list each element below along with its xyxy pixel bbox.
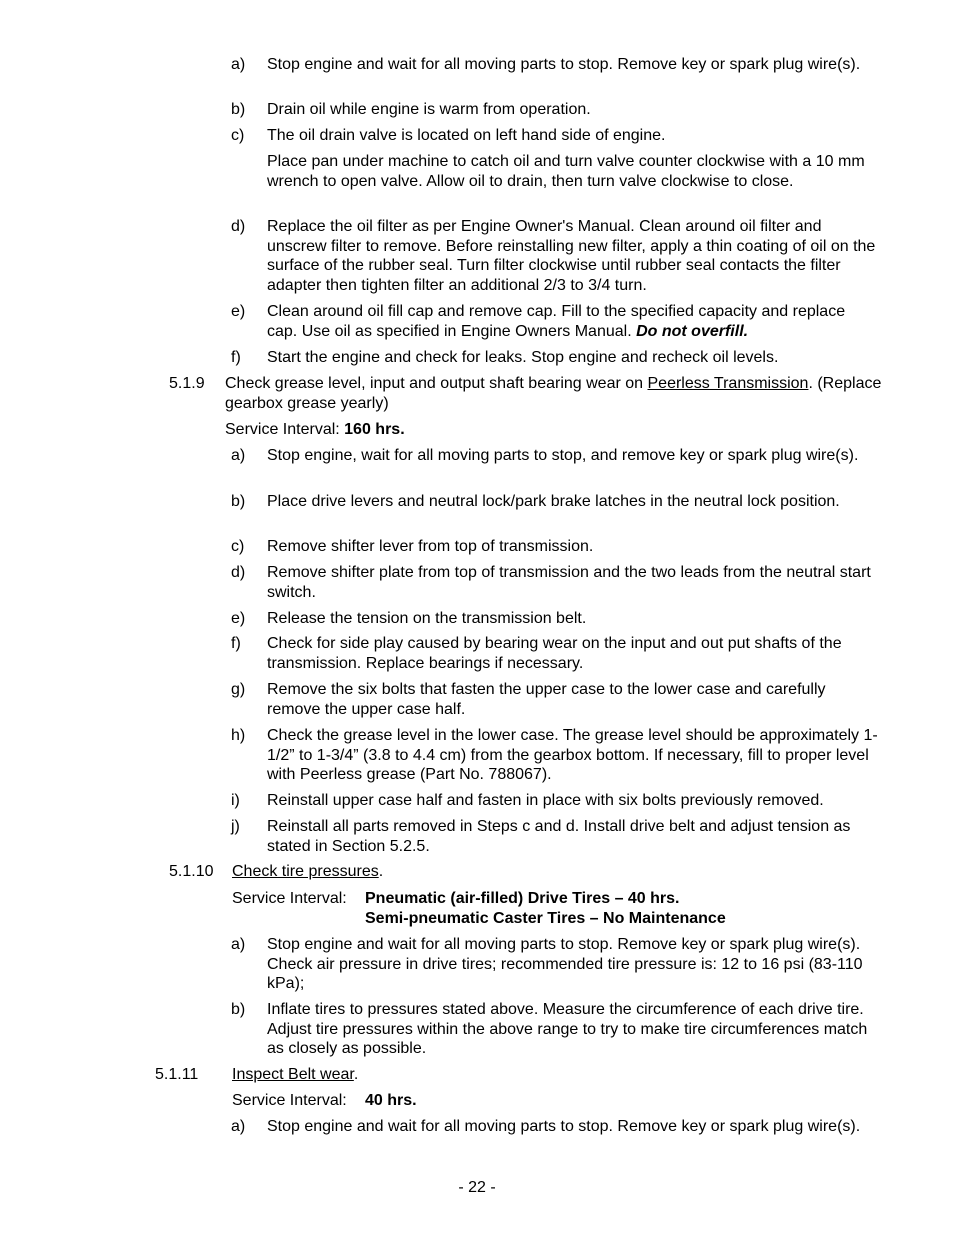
list-item-label: f)	[231, 635, 241, 652]
service-interval-label: Service Interval:	[232, 890, 347, 907]
list-item-label: b)	[231, 1001, 246, 1018]
list-item-text: Remove shifter lever from top of transmission.	[267, 538, 594, 555]
list-item	[231, 1117, 879, 1137]
list-item-label: c)	[231, 127, 245, 144]
list-item	[231, 126, 879, 146]
section-heading	[232, 862, 889, 882]
list-item-text: Stop engine and wait for all moving parts to stop. Remove key or spark plug wire(s). Check air pressure in drive tires; recommended tire pressure is: 12 to 16 psi (83-110 kPa);	[267, 936, 863, 993]
list-item	[231, 348, 879, 368]
check-tire-pressures-link: Check tire pressures	[232, 863, 379, 880]
list-item-text: Check for side play caused by bearing wear on the input and out put shafts of the transmission. Replace bearings if necessary.	[267, 635, 842, 672]
list-item-label: a)	[231, 56, 246, 73]
list-item	[231, 100, 879, 120]
list-item-label: b)	[231, 101, 246, 118]
list-item-text: Drain oil while engine is warm from operation.	[267, 101, 591, 118]
list-item-text: Start the engine and check for leaks. Stop engine and recheck oil levels.	[267, 349, 779, 366]
service-interval-label: Service Interval:	[225, 421, 345, 438]
page-number: - 22 -	[458, 1179, 496, 1196]
list-item	[231, 726, 879, 785]
service-interval	[225, 420, 405, 440]
list-item	[231, 492, 879, 512]
section-number: 5.1.11	[155, 1066, 199, 1083]
list-item-text: Remove the six bolts that fasten the upper case to the lower case and carefully remove the upper case half.	[267, 681, 826, 718]
list-item-text: Stop engine and wait for all moving parts to stop. Remove key or spark plug wire(s).	[267, 56, 861, 73]
section-heading	[232, 1065, 875, 1085]
section-heading-suffix: .	[378, 863, 384, 880]
list-item-label: f)	[231, 349, 241, 366]
list-item	[231, 537, 879, 557]
list-item-label: j)	[231, 818, 240, 835]
list-item-label: c)	[231, 538, 245, 555]
list-item-text	[267, 302, 879, 341]
list-item	[231, 609, 879, 629]
section-heading-text: Check grease level, input and output shaft bearing wear on	[225, 375, 648, 392]
list-item	[231, 935, 879, 994]
list-item	[231, 446, 879, 466]
service-interval-value: 40 hrs.	[365, 1092, 417, 1109]
list-item-text: Reinstall upper case half and fasten in place with six bolts previously removed.	[267, 792, 824, 809]
list-item-label: a)	[231, 1118, 246, 1135]
section-5-1-11	[155, 1065, 875, 1085]
peerless-transmission-link: Peerless Transmission	[647, 375, 809, 392]
list-item-label: a)	[231, 936, 246, 953]
list-item-label: d)	[231, 564, 246, 581]
list-item-label: h)	[231, 727, 246, 744]
list-item-label: g)	[231, 681, 246, 698]
list-item-text: The oil drain valve is located on left hand side of engine.	[267, 127, 666, 144]
section-number: 5.1.10	[169, 863, 214, 880]
list-item-text: Reinstall all parts removed in Steps c and d. Install drive belt and adjust tension as stated in Section 5.2.5.	[267, 818, 851, 855]
list-item-label: a)	[231, 447, 246, 464]
service-interval	[232, 1091, 632, 1111]
list-item-text: Remove shifter plate from top of transmission and the two leads from the neutral start switch.	[267, 564, 871, 601]
list-item-label: e)	[231, 303, 246, 320]
list-item-text: Place drive levers and neutral lock/park brake latches in the neutral lock position.	[267, 493, 840, 510]
section-heading-suffix: . (Replace gearbox grease yearly)	[225, 375, 882, 412]
section-5-1-9	[169, 374, 889, 413]
list-item	[231, 817, 879, 856]
section-number: 5.1.9	[169, 375, 205, 392]
list-item-text: Release the tension on the transmission belt.	[267, 610, 587, 627]
overfill-warning: Do not overfill.	[636, 322, 749, 340]
list-item	[231, 1000, 879, 1059]
list-item-text-main: Clean around oil fill cap and remove cap. Fill to the specified capacity and replace cap. Use oil as specified in Engine Owners Manual.	[267, 303, 846, 340]
list-item-text: Check the grease level in the lower case. The grease level should be approximately 1-1/2” to 1-3/4” (3.8 to 4.4 cm) from the gearbox bottom. If necessary, fill to proper level with Peerless grease (Part No. 788067).	[267, 727, 878, 784]
service-interval	[232, 889, 832, 929]
list-item-label: i)	[231, 792, 240, 809]
inspect-belt-wear-link: Inspect Belt wear	[232, 1066, 354, 1083]
list-item-label: e)	[231, 610, 246, 627]
list-item-text: Stop engine and wait for all moving parts to stop. Remove key or spark plug wire(s).	[267, 1118, 861, 1135]
list-item-label: d)	[231, 218, 246, 235]
service-interval-value: 160 hrs.	[344, 421, 405, 438]
list-item-text: Stop engine, wait for all moving parts to stop, and remove key or spark plug wire(s).	[267, 447, 859, 464]
service-interval-value: Pneumatic (air-filled) Drive Tires – 40 hrs.	[365, 890, 680, 907]
list-item-label: b)	[231, 493, 246, 510]
service-interval-value: Semi-pneumatic Caster Tires – No Maintenance	[365, 910, 726, 927]
list-item	[231, 217, 879, 295]
section-5-1-10	[169, 862, 889, 882]
list-item	[231, 563, 879, 602]
list-item-text: Inflate tires to pressures stated above. Measure the circumference of each drive tire. Adjust tire pressures within the above range to try to make tire circumferences match as closely as possible.	[267, 1001, 868, 1058]
service-interval-label: Service Interval:	[232, 1092, 347, 1109]
list-item	[231, 680, 879, 719]
list-item	[231, 55, 879, 75]
list-item	[231, 634, 879, 673]
section-heading	[225, 374, 885, 413]
paragraph: Place pan under machine to catch oil and turn valve counter clockwise with a 10 mm wrench to open valve. Allow oil to drain, then turn valve clockwise to close.	[267, 153, 865, 190]
list-item	[231, 302, 879, 341]
list-item	[231, 791, 879, 811]
section-heading-suffix: .	[353, 1066, 359, 1083]
list-item-text: Replace the oil filter as per Engine Owner's Manual. Clean around oil filter and unscrew filter to remove. Before reinstalling new filter, apply a thin coating of oil on the surface of the rubber seal. Turn filter clockwise until rubber seal contacts the filter adapter then tighten filter an additional 2/3 to 3/4 turn.	[267, 218, 876, 294]
